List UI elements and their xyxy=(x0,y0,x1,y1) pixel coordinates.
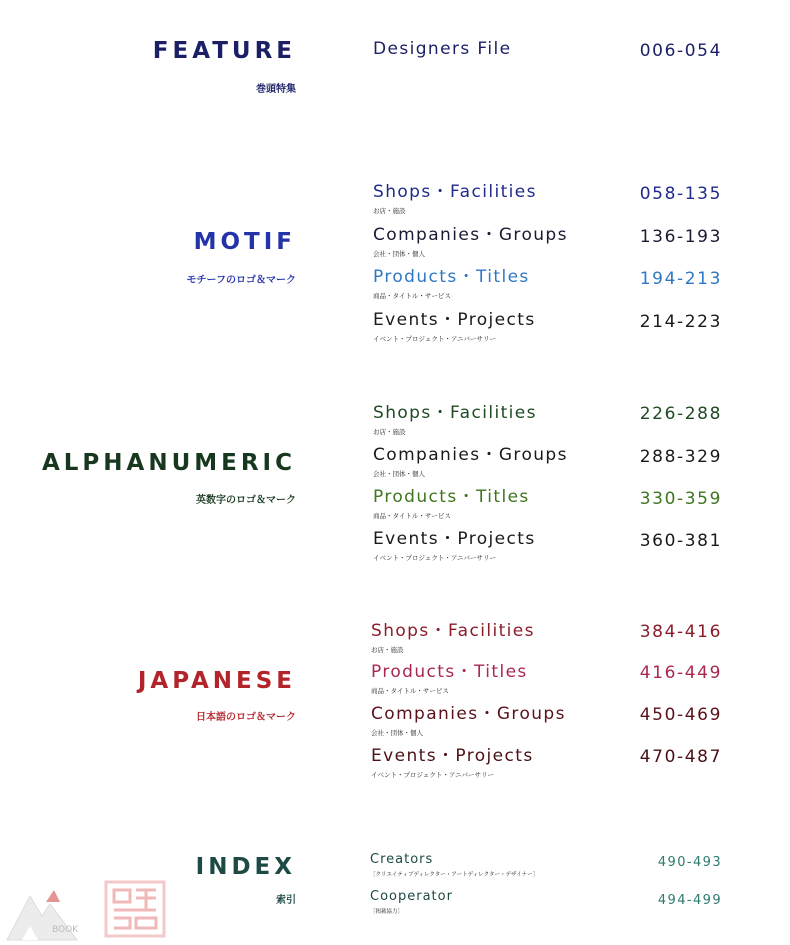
entry-pages: 360-381 xyxy=(639,531,722,551)
entry-sub: ［クリエイティブディレクター・アートディレクター・デザイナー］ xyxy=(370,872,539,878)
entry-sub: 会社・団体・個人 xyxy=(373,250,425,258)
entry-sub: イベント・プロジェクト・アニバーサリー xyxy=(373,335,497,343)
seal-stamp-icon xyxy=(104,880,166,938)
entry-pages: 214-223 xyxy=(639,312,722,332)
entry-pages: 330-359 xyxy=(639,489,722,509)
section-title-japanese: JAPANESE xyxy=(137,668,296,694)
entry-pages: 226-288 xyxy=(639,404,722,424)
entry-pages: 416-449 xyxy=(639,663,722,683)
entry-sub: お店・施設 xyxy=(373,428,406,436)
entry-label: Events・Projects xyxy=(373,529,536,549)
entry-pages: 494-499 xyxy=(657,893,722,908)
entry-sub: 商品・タイトル・サービス xyxy=(373,512,451,520)
section-subtitle-motif: モチーフのロゴ＆マーク xyxy=(186,275,296,286)
entry-pages: 490-493 xyxy=(657,855,722,870)
section-title-alphanumeric: ALPHANUMERIC xyxy=(41,450,296,476)
entry-sub: 商品・タイトル・サービス xyxy=(373,292,451,300)
entry-label: Products・Titles xyxy=(373,487,530,507)
entry-label: Companies・Groups xyxy=(373,225,568,245)
entry-label: Companies・Groups xyxy=(371,704,566,724)
entry-label: Shops・Facilities xyxy=(373,403,537,423)
entry-sub: 会社・団体・個人 xyxy=(371,729,423,737)
entry-sub: イベント・プロジェクト・アニバーサリー xyxy=(373,554,497,562)
entry-label: Products・Titles xyxy=(371,662,528,682)
entry-sub: お店・施設 xyxy=(373,207,406,215)
entry-label: Companies・Groups xyxy=(373,445,568,465)
watermark-text: BOOK xyxy=(52,925,79,935)
entry-sub: イベント・プロジェクト・アニバーサリー xyxy=(371,771,495,779)
entry-label: Cooperator xyxy=(370,889,453,904)
entry-pages: 450-469 xyxy=(639,705,722,725)
section-title-index: INDEX xyxy=(195,854,296,880)
section-subtitle-index: 索引 xyxy=(276,895,296,906)
entry-pages: 384-416 xyxy=(639,622,722,642)
entry-pages: 136-193 xyxy=(639,227,722,247)
entry-pages: 288-329 xyxy=(639,447,722,467)
section-subtitle-japanese: 日本語のロゴ＆マーク xyxy=(196,712,296,723)
entry-pages: 006-054 xyxy=(639,41,722,61)
entry-sub: お店・施設 xyxy=(371,646,404,654)
entry-label: Creators xyxy=(370,852,434,867)
section-title-feature: FEATURE xyxy=(152,38,296,64)
entry-label: Designers File xyxy=(373,39,512,59)
entry-pages: 194-213 xyxy=(639,269,722,289)
section-subtitle-feature: 巻頭特集 xyxy=(256,84,296,95)
entry-label: Shops・Facilities xyxy=(373,182,537,202)
entry-sub: 会社・団体・個人 xyxy=(373,470,425,478)
entry-sub: ［掲載協力］ xyxy=(370,909,404,915)
entry-label: Events・Projects xyxy=(373,310,536,330)
entry-pages: 470-487 xyxy=(639,747,722,767)
entry-pages: 058-135 xyxy=(639,184,722,204)
section-title-motif: MOTIF xyxy=(193,229,296,255)
entry-label: Events・Projects xyxy=(371,746,534,766)
entry-label: Products・Titles xyxy=(373,267,530,287)
entry-sub: 商品・タイトル・サービス xyxy=(371,687,449,695)
section-subtitle-alphanumeric: 英数字のロゴ＆マーク xyxy=(196,495,296,506)
entry-label: Shops・Facilities xyxy=(371,621,535,641)
